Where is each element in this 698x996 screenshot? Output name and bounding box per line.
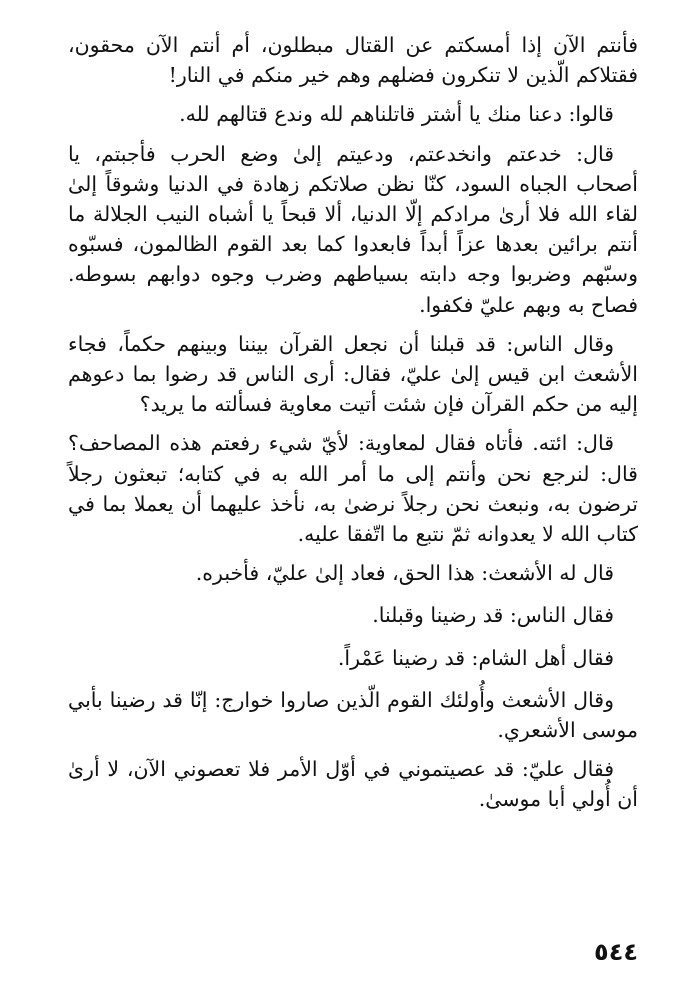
paragraph: فقال الناس: قد رضينا وقبلنا. [372,603,614,628]
page-number: ٥٤٤ [594,938,638,966]
paragraph: وقال الناس: قد قبلنا أن نجعل القرآن بيننا وبينهم حكماً، فجاء الأشعث ابن قيس إلىٰ عليّ، فقال: أرى الناس قد رضوا بما دعوهم إليه من حكم القرآن فإن شئت أتيت معاوية فسألته ما يريد؟ [68,331,638,417]
paragraph: قال له الأشعث: هذا الحق، فعاد إلىٰ عليّ، فأخبره. [195,561,614,586]
body-text [68,30,638,824]
paragraph: وقال الأشعث وأُولئك القوم الّذين صاروا خوارج: إنّا قد رضينا بأبي موسى الأشعري. [68,687,638,743]
paragraph: فقال عليّ: قد عصيتموني في أوّل الأمر فلا تعصوني الآن، لا أرىٰ أن أُولي أبا موسىٰ. [68,757,638,812]
paragraph: قالوا: دعنا منك يا أشتر قاتلناهم لله وندع قتالهم لله. [179,102,614,127]
paragraph: قال: ائته. فأتاه فقال لمعاوية: لأيّ شيء رفعتم هذه المصاحف؟ قال: لنرجع نحن وأنتم إلى ما أمر الله به في كتابه؛ تبعثون رجلاً ترضون به، ونبعث نحن رجلاً نرضىٰ به، نأخذ عليهما أن يعملا بما في كتاب الله لا يعدوانه ثمّ نتبع ما اتّفقا عليه. [68,431,638,547]
paragraph: فقال أهل الشام: قد رضينا عَمْراً. [337,645,614,670]
paragraph: قال: خدعتم وانخدعتم، ودعيتم إلىٰ وضع الحرب فأجبتم، يا أصحاب الجباه السود، كنّا نظن صلاتكم زهادة في الدنيا وشوقاً إلىٰ لقاء الله فلا أرىٰ مرادكم إلّا الدنيا، ألا قبحاً يا أشباه النيب الجلالة ما أنتم برائين بعدها عزاً أبداً فابعدوا كما بعد القوم الظالمون، فسبّوه وسبّهم وضربوا وجه دابته بسياطهم وضرب وجوه دوابهم بسوطه. فصاح به وبهم عليّ فكفوا. [68,141,638,317]
paragraph: فأنتم الآن إذا أمسكتم عن القتال مبطلون، أم أنتم الآن محقون، فقتلاكم الّذين لا تنكرون فضلهم وهم خير منكم في النار! [68,33,638,88]
